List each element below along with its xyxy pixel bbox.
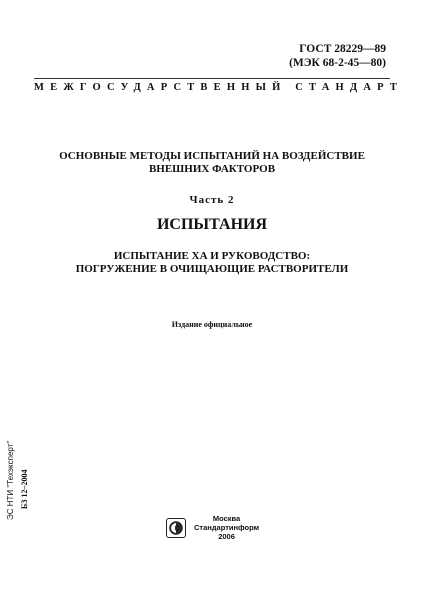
- gost-number: ГОСТ 28229—89: [299, 43, 386, 55]
- section-heading: ИСПЫТАНИЯ: [156, 216, 268, 233]
- part-label: Часть 2: [189, 194, 235, 206]
- standard-banner: МЕЖГОСУДАРСТВЕННЫЙ СТАНДАРТ: [34, 82, 404, 93]
- document-title: [30, 150, 394, 176]
- publisher-block: [166, 514, 259, 541]
- subtitle-line-1: ИСПЫТАНИЕ ХА И РУКОВОДСТВО:: [113, 250, 311, 262]
- publisher-city: Москва: [212, 514, 241, 523]
- subtitle-line-2: ПОГРУЖЕНИЕ В ОЧИЩАЮЩИЕ РАСТВОРИТЕЛИ: [75, 263, 349, 275]
- title-line-1: ОСНОВНЫЕ МЕТОДЫ ИСПЫТАНИЙ НА ВОЗДЕЙСТВИЕ: [59, 150, 365, 162]
- side-watermark-techexpert: ЭС НТИ "Техэксперт": [6, 440, 15, 520]
- document-subtitle: [30, 250, 394, 276]
- side-bz-number: БЗ 12–2004: [20, 469, 29, 509]
- top-divider: [34, 78, 390, 79]
- document-code-block: [289, 42, 386, 70]
- publisher-text: [194, 514, 259, 541]
- publisher-year: 2006: [218, 532, 235, 541]
- edition-label: Издание официальное: [171, 320, 253, 329]
- standartinform-logo-icon: [166, 518, 186, 538]
- publisher-name: Стандартинформ: [194, 523, 260, 532]
- title-line-2: ВНЕШНИХ ФАКТОРОВ: [148, 163, 276, 175]
- iec-number: (МЭК 68-2-45—80): [289, 57, 386, 69]
